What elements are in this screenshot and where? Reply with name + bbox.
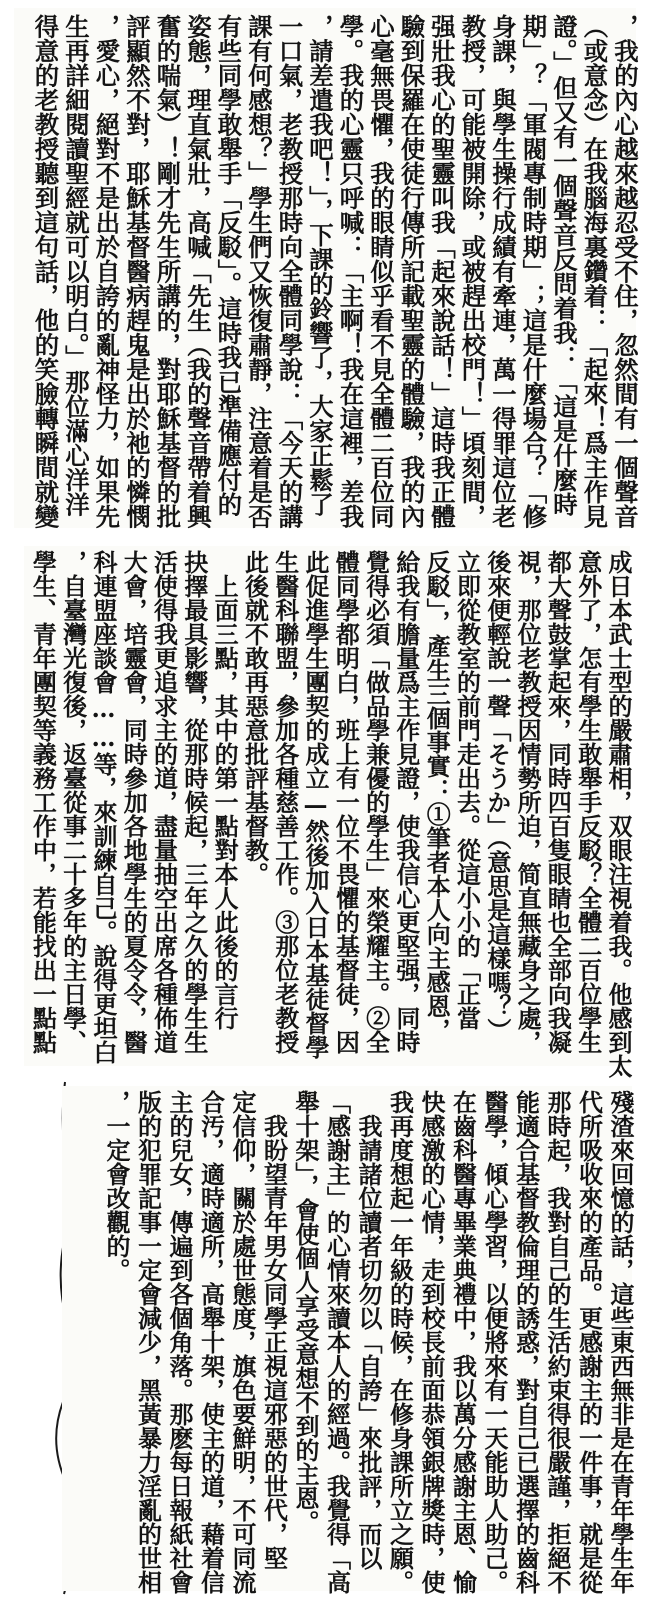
text-column: 在齒科醫專畢業典禮中，我以萬分感謝主恩、愉 <box>448 1090 478 1594</box>
text-column: 主的兒女，傳遍到各個角落。那麽每日報紙社會 <box>165 1090 194 1594</box>
text-column: 合汚，適時適所，高舉十架，使主的道，藉着信 <box>196 1090 226 1594</box>
text-column: 舉十架」，會使個人享受意想不到的主恩。 <box>291 1090 320 1534</box>
text-column: 那時起，我對自己的生活約束得很嚴謹，拒絕不 <box>543 1090 572 1594</box>
column-group <box>62 1086 635 1594</box>
text-column: 視，那位老教授因情勢所迫，简直無藏身之處， <box>513 550 543 1054</box>
text-column: 評顯然不對，耶穌基督醫病趕鬼是出於祂的憐憫 <box>122 14 151 529</box>
text-column: 此後就不敢再惡意批評基督教。 <box>240 550 270 886</box>
text-column: 覺得必須「做品學兼優的學生」來榮耀主。②全 <box>361 550 391 1054</box>
text-column: 意外了，怎有學生敢舉手反駁？全體二百位學生 <box>573 550 603 1054</box>
text-column: 給我有膽量爲主作見證，使我信心更堅强，同時 <box>391 550 421 1054</box>
text-column: 大會，培靈會，同時參加各地學生的夏令令，醫 <box>119 550 149 1054</box>
clipping-middle <box>24 546 633 1078</box>
text-column: 學。我的心靈只呼喊：「主啊！我在這裡，差我 <box>335 14 365 529</box>
column-group <box>24 546 633 1078</box>
text-column: 反駁」，產生三個事實：①筆者本人向主感恩， <box>422 550 452 1042</box>
text-column: 醫學，傾心學習，以便將來有一天能助人助己。 <box>480 1090 509 1594</box>
text-column: 科連盟座談會……等，來訓練自己。說得更坦白 <box>88 550 118 1064</box>
text-column: 我盼望青年男女同學正視這邪惡的世代，堅 <box>259 1090 289 1570</box>
text-column: ，請差遣我吧！」，下課的鈴響了，大家正鬆了 <box>305 14 334 517</box>
text-column: 心毫無畏懼，我的眼睛似乎看不見全體二百位同 <box>366 14 395 529</box>
text-column: ，我的內心越來越忍受不住，忽然間有一個聲音 <box>610 14 639 529</box>
text-column: 證。」但又有一個聲音反問着我：「這是什麼時 <box>549 14 578 517</box>
text-column: 上面三點，其中的第一點對本人此後的言行 <box>210 550 240 1030</box>
text-column: 都大聲鼓掌起來，同時四百隻眼睛也全部向我凝 <box>543 550 573 1054</box>
text-column: 我再度想起一年級的時候，在修身課所立之願。 <box>385 1090 415 1594</box>
text-column: 抉擇最具影響，從那時候起，三年之久的學生生 <box>179 550 209 1054</box>
clipping-bottom <box>62 1086 635 1594</box>
text-column: 成日本武士型的嚴肅相，双眼注視着我。他感到太 <box>604 550 633 1078</box>
text-column: 活使得我更追求主的道，盡量抽空出席各種佈道 <box>149 550 179 1054</box>
text-column: 我請諸位讀者切勿以「自誇」來批評，而以 <box>354 1090 383 1570</box>
text-column: 後來便輕說一聲「そうか」（意思是這樣嗎？） <box>482 550 512 1042</box>
text-column: 殘渣來回憶的話，這些東西無非是在青年學生年 <box>606 1090 635 1594</box>
text-column: 教授，可能被開除，或被趕出校門！」頃刻間， <box>457 14 487 529</box>
clipping-top <box>14 8 639 529</box>
text-column: 「感謝主」的心情來讀本人的經過。我覺得「高 <box>322 1090 352 1594</box>
text-column: 有些同學敢舉手「反駁」。這時我已準備應付的 <box>213 14 243 517</box>
text-column: 立即從教室的前門走出去。從這小小的「正當 <box>452 550 482 1030</box>
text-column: 强壯我心的聖靈叫我「起來說話！」這時我正體 <box>427 14 456 529</box>
text-column: 身課，與學生操行成績有牽連，萬一得罪這位老 <box>488 14 517 529</box>
text-column: ，一定會改觀的。 <box>102 1090 131 1282</box>
text-column: 代所吸收來的產品。更感謝主的一件事，就是從 <box>574 1090 604 1594</box>
text-column: （或意念）在我腦海裏鑽着：「起來！爲主作見 <box>579 14 609 529</box>
column-group <box>14 8 639 529</box>
text-column: 課有何感想？」學生們又恢復肅靜，注意着是否 <box>244 14 273 529</box>
text-column: 定信仰，關於處世態度，旗色要鮮明，不可同流 <box>228 1090 257 1594</box>
text-column: 奮的喘氣）！剛才先生所講的，對耶穌基督的批 <box>152 14 182 529</box>
text-column: 快感激的心情，走到校長前面恭領銀牌獎時，使 <box>417 1090 446 1594</box>
text-column: 學生、青年團契等義務工作中，若能找出一點點 <box>28 550 58 1054</box>
text-column: 版的犯罪記事一定會減少，黑黃暴力淫亂的世相 <box>133 1090 163 1594</box>
text-column: 姿態，理直氣壯，高喊「先生（我的聲音帶着興 <box>183 14 212 529</box>
text-column: 生再詳細閱讀聖經就可以明白。」那位滿心洋洋 <box>61 14 90 517</box>
text-column: ，自臺灣光復後，返臺從事二十多年的主日學、 <box>58 550 88 1054</box>
text-column: 一口氣，老教授那時向全體同學說：「今天的講 <box>274 14 304 529</box>
text-column: 能適合基督教倫理的誘惑，對自己已選擇的齒科 <box>511 1090 541 1594</box>
text-column: 此促進學生團契的成立—然後加入日本基徒督學 <box>301 550 331 1059</box>
text-column: 期」？「軍閥專制時期」；這是什麼場合？「修 <box>518 14 548 529</box>
text-column: 驗到保羅在使徒行傳所記載聖靈的體驗，我的內 <box>396 14 426 529</box>
text-column: 體同學都明白，班上有一位不畏懼的基督徒，因 <box>331 550 361 1054</box>
text-column: 得意的老教授聽到這句話，他的笑臉轉瞬間就變 <box>30 14 60 529</box>
text-column: 生醫科聯盟，參加各種慈善工作。③那位老教授 <box>270 550 300 1054</box>
text-column: ，愛心，絕對不是出於自誇的亂神怪力，如果先 <box>91 14 121 529</box>
